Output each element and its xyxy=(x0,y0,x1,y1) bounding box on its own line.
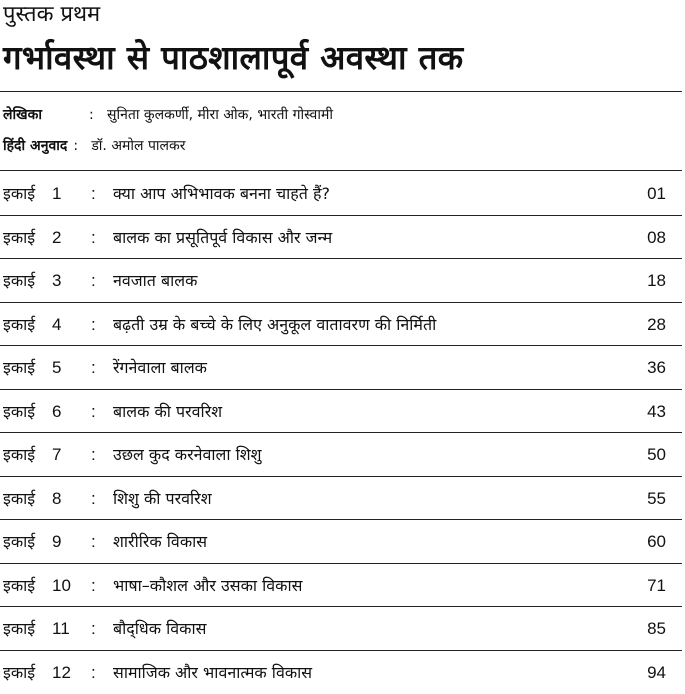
toc-number: 2 xyxy=(52,228,61,248)
toc-number: 1 xyxy=(52,184,61,204)
toc-unit: इकाई xyxy=(3,228,35,248)
book-title: गर्भावस्था से पाठशालापूर्व अवस्था तक xyxy=(3,36,463,80)
author-names: सुनिता कुलकर्णी, मीरा ओक, भारती गोस्वामी xyxy=(107,107,333,123)
toc-unit: इकाई xyxy=(3,576,35,596)
toc-row[interactable] xyxy=(0,216,682,260)
toc-page-number: 71 xyxy=(647,576,666,596)
translator-name: डॉ. अमोल पालकर xyxy=(91,138,185,154)
toc-row[interactable] xyxy=(0,259,682,303)
toc-chapter-title: बालक की परवरिश xyxy=(113,402,222,422)
toc-unit: इकाई xyxy=(3,358,35,378)
toc-row[interactable] xyxy=(0,346,682,390)
toc-unit: इकाई xyxy=(3,532,35,552)
toc-number: 8 xyxy=(52,489,61,509)
author-label: लेखिका xyxy=(3,104,89,126)
toc-number: 11 xyxy=(52,619,70,639)
toc-row[interactable] xyxy=(0,520,682,564)
toc-unit: इकाई xyxy=(3,489,35,509)
toc-unit: इकाई xyxy=(3,445,35,465)
toc-number: 4 xyxy=(52,315,61,335)
toc-row[interactable] xyxy=(0,303,682,347)
toc-page-number: 94 xyxy=(647,663,666,683)
credits-rule xyxy=(0,170,682,171)
toc-separator: : xyxy=(91,228,96,248)
toc-page-number: 43 xyxy=(647,402,666,422)
toc-page-number: 60 xyxy=(647,532,666,552)
toc-chapter-title: नवजात बालक xyxy=(113,271,197,291)
toc-page-number: 18 xyxy=(647,271,666,291)
toc-page-number: 85 xyxy=(647,619,666,639)
toc-row[interactable] xyxy=(0,607,682,651)
toc-separator: : xyxy=(91,619,96,639)
toc-chapter-title: भाषा–कौशल और उसका विकास xyxy=(113,576,302,596)
author-separator: : xyxy=(89,104,107,126)
toc-unit: इकाई xyxy=(3,271,35,291)
toc-separator: : xyxy=(91,489,96,509)
toc-chapter-title: उछल कुद करनेवाला शिशु xyxy=(113,445,262,465)
toc-unit: इकाई xyxy=(3,663,35,683)
toc-chapter-title: बढ़ती उम्र के बच्चे के लिए अनुकूल वातावरण की निर्मिती xyxy=(113,315,436,335)
toc-chapter-title: क्या आप अभिभावक बनना चाहते हैं? xyxy=(113,184,330,204)
toc-page-number: 28 xyxy=(647,315,666,335)
toc-separator: : xyxy=(91,445,96,465)
toc-chapter-title: रेंगनेवाला बालक xyxy=(113,358,207,378)
toc-unit: इकाई xyxy=(3,619,35,639)
toc-row[interactable] xyxy=(0,564,682,608)
translator-label: हिंदी अनुवाद xyxy=(3,135,67,157)
toc-chapter-title: बालक का प्रसूतिपूर्व विकास और जन्म xyxy=(113,228,332,248)
toc-separator: : xyxy=(91,358,96,378)
toc-chapter-title: बौद्‌धिक विकास xyxy=(113,619,206,639)
toc-number: 9 xyxy=(52,532,61,552)
toc-row[interactable] xyxy=(0,433,682,477)
toc-unit: इकाई xyxy=(3,402,35,422)
toc-number: 7 xyxy=(52,445,61,465)
table-of-contents xyxy=(0,172,682,694)
toc-row[interactable] xyxy=(0,651,682,694)
toc-separator: : xyxy=(91,315,96,335)
toc-page-number: 55 xyxy=(647,489,666,509)
toc-number: 5 xyxy=(52,358,61,378)
author-credit xyxy=(3,104,333,126)
title-rule xyxy=(0,91,682,92)
translator-separator: : xyxy=(73,135,91,157)
toc-number: 12 xyxy=(52,663,71,683)
toc-page-number: 50 xyxy=(647,445,666,465)
toc-number: 3 xyxy=(52,271,61,291)
toc-number: 10 xyxy=(52,576,71,596)
toc-page-number: 08 xyxy=(647,228,666,248)
toc-chapter-title: सामाजिक और भावनात्मक विकास xyxy=(113,663,312,683)
toc-page-number: 01 xyxy=(647,184,666,204)
toc-separator: : xyxy=(91,271,96,291)
toc-separator: : xyxy=(91,663,96,683)
book-kicker: पुस्तक प्रथम xyxy=(3,1,100,29)
toc-separator: : xyxy=(91,576,96,596)
toc-page-number: 36 xyxy=(647,358,666,378)
toc-chapter-title: शारीरिक विकास xyxy=(113,532,207,552)
toc-separator: : xyxy=(91,184,96,204)
toc-row[interactable] xyxy=(0,477,682,521)
toc-unit: इकाई xyxy=(3,315,35,335)
translator-credit xyxy=(3,135,186,157)
toc-number: 6 xyxy=(52,402,61,422)
toc-unit: इकाई xyxy=(3,184,35,204)
toc-chapter-title: शिशु की परवरिश xyxy=(113,489,212,509)
toc-separator: : xyxy=(91,532,96,552)
toc-separator: : xyxy=(91,402,96,422)
toc-row[interactable] xyxy=(0,172,682,216)
toc-row[interactable] xyxy=(0,390,682,434)
